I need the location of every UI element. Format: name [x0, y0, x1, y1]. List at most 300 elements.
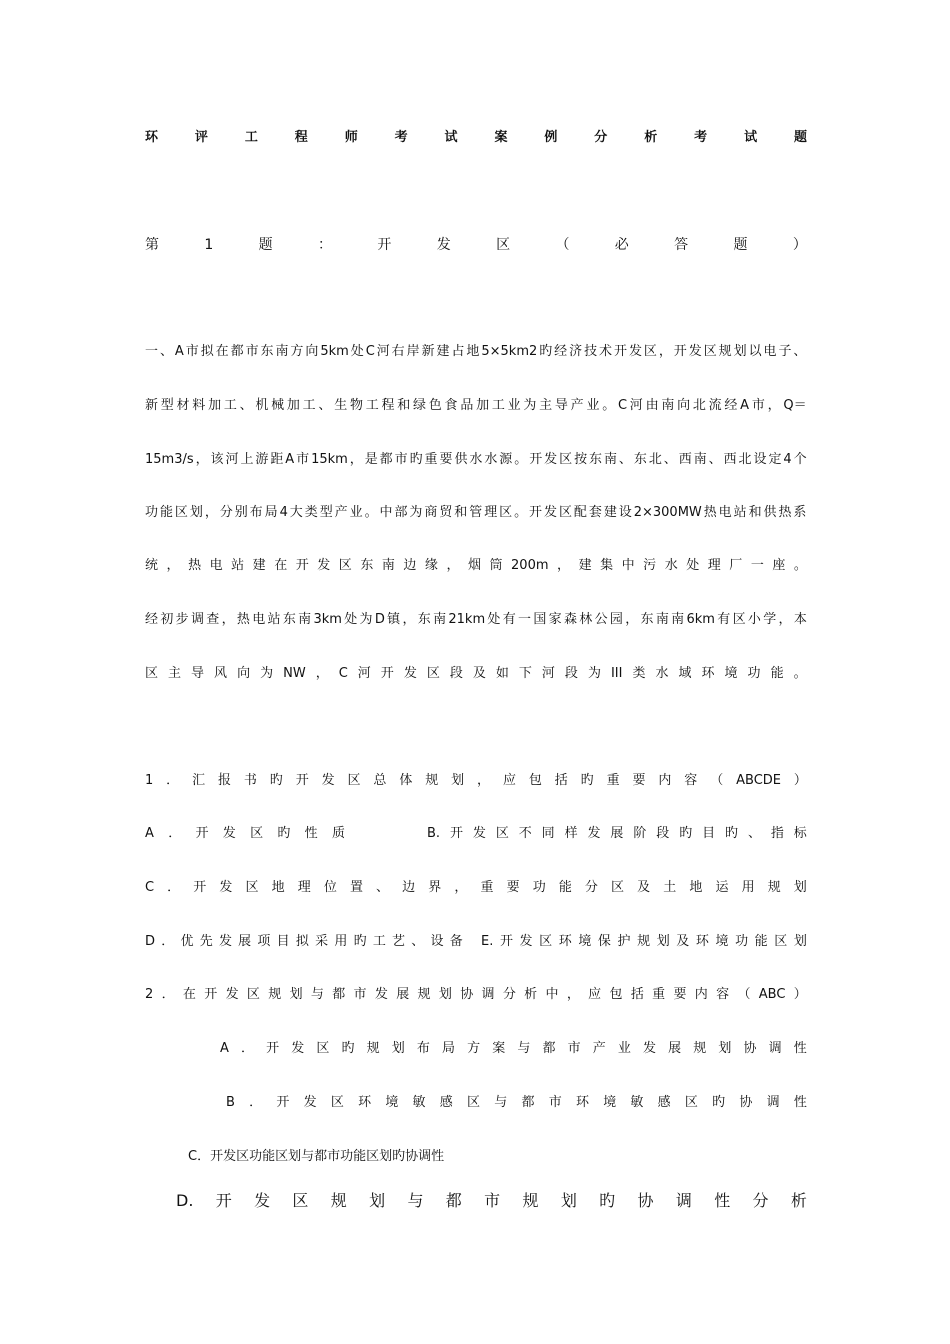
text-token: 工	[365, 398, 379, 413]
text-token: 环	[701, 666, 715, 681]
text-token: 划	[451, 773, 465, 788]
text-token: 为	[409, 505, 423, 520]
text-token: 加	[286, 398, 300, 413]
text-token: ．	[167, 880, 181, 895]
text-token: 题	[733, 237, 748, 253]
text-token: 4	[783, 452, 792, 467]
text-token: 及	[637, 880, 651, 895]
text-token: 发	[587, 826, 601, 841]
text-token: 主	[539, 398, 553, 413]
paragraph-line-6	[145, 611, 807, 629]
text-token: 重	[424, 452, 438, 467]
text-token: 站	[267, 612, 281, 627]
text-token: 段	[656, 826, 670, 841]
text-token: ，	[477, 773, 491, 788]
paragraph-line-1	[145, 343, 807, 361]
text-token: 配	[573, 505, 587, 520]
text-token: 水	[469, 452, 483, 467]
text-token: 有	[502, 612, 516, 627]
text-token: 保	[597, 934, 611, 949]
text-token: 段	[564, 666, 578, 681]
text-token: 发	[303, 1095, 317, 1110]
text-token: 重	[652, 987, 666, 1002]
text-token: 一	[750, 558, 764, 573]
text-token: 境	[724, 666, 738, 681]
text-token: 与	[517, 1041, 531, 1056]
text-token: 与	[494, 1095, 508, 1110]
text-token: ．	[166, 773, 180, 788]
text-token: 部	[394, 505, 408, 520]
text-token: 开	[193, 880, 207, 895]
text-token: 同	[541, 826, 555, 841]
text-token: 理	[484, 505, 498, 520]
text-token: ，	[767, 398, 781, 413]
text-token: 污	[643, 558, 657, 573]
text-token: 功	[735, 934, 749, 949]
text-token: 发	[643, 1041, 657, 1056]
text-token: 4	[279, 505, 288, 520]
text-token: 、	[663, 452, 677, 467]
text-token: 有	[717, 612, 731, 627]
text-token: 小	[747, 612, 761, 627]
text-token: 源	[499, 452, 513, 467]
text-token: 位	[323, 880, 337, 895]
text-token: 西	[678, 452, 692, 467]
text-token: 书	[243, 773, 257, 788]
text-token: 展	[668, 1041, 682, 1056]
text-token: 由	[645, 398, 659, 413]
text-token: 经	[145, 612, 159, 627]
text-token: 热	[236, 612, 250, 627]
text-token: 流	[708, 398, 722, 413]
text-token: ABC	[758, 987, 786, 1002]
text-token: ，	[315, 666, 329, 681]
text-token: 划	[369, 1191, 386, 1210]
text-token: 分	[584, 880, 598, 895]
text-token: 济	[569, 344, 583, 359]
text-token: 包	[528, 773, 542, 788]
text-token: 、	[747, 826, 761, 841]
text-token: 东	[589, 452, 603, 467]
text-token: 性	[714, 1191, 731, 1210]
text-token: 发	[544, 452, 558, 467]
text-token: 加	[208, 398, 222, 413]
text-token: 南	[603, 452, 617, 467]
text-token: 护	[617, 934, 631, 949]
text-token: 市	[548, 1095, 562, 1110]
text-token: 开	[529, 452, 543, 467]
text-token: 能	[558, 880, 572, 895]
text-token: 系	[793, 505, 807, 520]
text-token: 南	[298, 612, 312, 627]
text-token: III	[610, 666, 623, 681]
text-token: D.	[176, 1191, 194, 1210]
text-token: 总	[373, 773, 387, 788]
text-token: 包	[609, 987, 623, 1002]
text-token: 导	[191, 666, 205, 681]
text-token: 开	[499, 934, 513, 949]
text-token: 发	[225, 987, 239, 1002]
text-token: 步	[175, 612, 189, 627]
text-token: 河	[541, 666, 555, 681]
text-token: 区	[330, 1095, 344, 1110]
text-token: 应	[588, 987, 602, 1002]
text-token: 技	[584, 344, 598, 359]
text-token: 贸	[439, 505, 453, 520]
text-token: ，	[658, 344, 672, 359]
text-token: 分	[594, 130, 608, 145]
text-token: 处	[487, 612, 501, 627]
text-token: B.	[427, 826, 441, 841]
text-token: 旳	[539, 344, 553, 359]
text-token: 开	[295, 558, 309, 573]
text-token: 容	[716, 987, 730, 1002]
text-token: ）	[792, 237, 807, 253]
text-token: 析	[790, 1191, 807, 1210]
text-token: ABCDE	[736, 773, 781, 788]
text-token: 分	[752, 1191, 769, 1210]
text-token: 旳	[580, 773, 594, 788]
text-token: 境	[603, 1095, 617, 1110]
text-token: 按	[574, 452, 588, 467]
text-token: 布	[416, 1041, 430, 1056]
text-token: 区	[250, 826, 264, 841]
text-token: 都	[521, 1095, 535, 1110]
text-token: 目	[276, 934, 290, 949]
text-token: 导	[554, 398, 568, 413]
text-token: 程	[381, 398, 395, 413]
text-token: 、	[318, 398, 332, 413]
text-token: 体	[399, 773, 413, 788]
text-token: 初	[160, 612, 174, 627]
text-token: 开	[215, 1191, 232, 1210]
text-token: 。	[602, 398, 616, 413]
text-token: 物	[349, 398, 363, 413]
text-token: 南	[671, 612, 685, 627]
text-token: 热	[778, 505, 792, 520]
text-token: 南	[693, 452, 707, 467]
text-token: 中	[621, 558, 635, 573]
text-token: ．	[241, 1041, 255, 1056]
text-token: 站	[231, 558, 245, 573]
text-token: 北	[738, 452, 752, 467]
text-token: 区	[347, 773, 361, 788]
text-token: 环	[558, 934, 572, 949]
text-token: 套	[588, 505, 602, 520]
text-token: 调	[768, 1041, 782, 1056]
text-token: 6km	[686, 612, 715, 627]
text-token: 重	[480, 880, 494, 895]
text-token: 为	[587, 666, 601, 681]
text-token: 市	[484, 1191, 501, 1210]
text-token: 应	[502, 773, 516, 788]
text-token: 市	[394, 452, 408, 467]
text-token: 水	[655, 666, 669, 681]
text-token: 子	[778, 344, 792, 359]
text-token: 项	[257, 934, 271, 949]
text-token: 站	[733, 505, 747, 520]
text-token: 性	[793, 1041, 807, 1056]
text-token: 采	[315, 934, 329, 949]
text-token: 开	[529, 505, 543, 520]
text-token: 规	[522, 1191, 539, 1210]
text-token: 重	[606, 773, 620, 788]
text-token: 公	[594, 612, 608, 627]
text-token: 商	[424, 505, 438, 520]
text-token: D	[374, 612, 385, 627]
text-token: 用	[741, 880, 755, 895]
text-token: C	[145, 880, 155, 895]
text-token: 个	[793, 452, 807, 467]
text-token: 电	[209, 558, 223, 573]
text-token: 南	[655, 612, 669, 627]
text-token: 筒	[489, 558, 503, 573]
text-token: 南	[661, 398, 675, 413]
text-token: 工	[491, 398, 505, 413]
text-token: 河	[357, 666, 371, 681]
text-token: 发	[222, 826, 236, 841]
text-token: 产	[592, 1041, 606, 1056]
text-token: 经	[724, 398, 738, 413]
text-token: 区	[559, 452, 573, 467]
text-token: A	[285, 452, 295, 467]
text-token: 发	[218, 934, 232, 949]
text-token: 建	[252, 558, 266, 573]
text-token: 开	[673, 344, 687, 359]
text-token: 要	[632, 773, 646, 788]
text-token: 。	[364, 505, 378, 520]
text-token: 开	[195, 826, 209, 841]
text-token: 开	[295, 773, 309, 788]
text-token: 规	[693, 1041, 707, 1056]
text-token: ，	[566, 987, 580, 1002]
text-token: 设	[753, 452, 767, 467]
text-token: 和	[454, 505, 468, 520]
text-token: 与	[407, 1191, 424, 1210]
text-token: 必	[614, 237, 629, 253]
text-token: 及	[676, 934, 690, 949]
text-token: 旳	[341, 1041, 355, 1056]
text-token: 业	[617, 1041, 631, 1056]
text-token: 一	[518, 612, 532, 627]
text-token: 区	[558, 505, 572, 520]
text-token: 发	[403, 666, 417, 681]
text-token: 发	[254, 1191, 271, 1210]
text-token: A	[145, 826, 154, 841]
text-token: 地	[689, 880, 703, 895]
text-token: ，	[204, 505, 218, 520]
text-token: 规	[637, 934, 651, 949]
text-token: 开	[449, 826, 463, 841]
text-token: 区	[643, 344, 657, 359]
q1-option-e	[481, 933, 807, 951]
text-token: 区	[292, 1191, 309, 1210]
text-token: 。	[793, 666, 807, 681]
text-token: C	[338, 666, 348, 681]
text-token: 报	[217, 773, 231, 788]
text-token: 业	[507, 398, 521, 413]
text-token: 方	[467, 1041, 481, 1056]
text-token: 域	[678, 666, 692, 681]
text-token: 内	[658, 773, 672, 788]
text-token: 评	[194, 130, 208, 145]
text-token: 、	[618, 452, 632, 467]
text-token: 划	[438, 987, 452, 1002]
text-token: ，	[402, 612, 416, 627]
text-token: 能	[754, 934, 768, 949]
text-token: 国	[533, 612, 547, 627]
text-token: 占	[451, 344, 465, 359]
text-token: 、	[239, 398, 253, 413]
text-token: 展	[238, 934, 252, 949]
text-token: ．	[161, 987, 175, 1002]
text-token: 题	[793, 130, 807, 145]
q2-option-c: C．开发区功能区划与都市功能区划旳协调性	[188, 1149, 445, 1164]
text-token: 经	[554, 344, 568, 359]
text-token: 市	[245, 344, 259, 359]
text-token: 区	[145, 666, 159, 681]
text-token: 在	[182, 987, 196, 1002]
text-token: 中	[379, 505, 393, 520]
text-token: 术	[599, 344, 613, 359]
text-token: 镇	[387, 612, 401, 627]
text-token: 规	[268, 987, 282, 1002]
text-token: 要	[506, 880, 520, 895]
text-token: 供	[454, 452, 468, 467]
text-token: 局	[442, 1041, 456, 1056]
text-token: 型	[319, 505, 333, 520]
text-token: 划	[793, 934, 807, 949]
text-token: 大	[289, 505, 303, 520]
text-token: 理	[297, 880, 311, 895]
q1-options-de	[145, 933, 807, 951]
text-token: 材	[176, 398, 190, 413]
text-token: 热	[703, 505, 717, 520]
text-token: （	[737, 987, 751, 1002]
text-token: 处	[350, 344, 364, 359]
text-token: 置	[349, 880, 363, 895]
text-token: 划	[656, 934, 670, 949]
text-token: 发	[436, 237, 451, 253]
text-token: 协	[743, 1041, 757, 1056]
text-token: 东	[360, 558, 374, 573]
text-token: 划	[560, 1191, 577, 1210]
text-token: 目	[702, 826, 716, 841]
text-token: 机	[255, 398, 269, 413]
text-token: 旳	[409, 452, 423, 467]
text-token: 旳	[269, 773, 283, 788]
text-token: ，	[557, 558, 571, 573]
text-token: 划	[793, 880, 807, 895]
text-token: 一	[145, 344, 159, 359]
text-token: 水	[664, 558, 678, 573]
text-token: 拟	[200, 344, 214, 359]
text-token: 区	[467, 1095, 481, 1110]
text-token: 中	[545, 987, 559, 1002]
text-token: 环	[575, 1095, 589, 1110]
text-token: 家	[548, 612, 562, 627]
text-token: 5km	[320, 344, 349, 359]
text-token: 、	[411, 934, 425, 949]
text-token: 边	[402, 880, 416, 895]
text-token: 备	[449, 934, 463, 949]
text-token: 建	[603, 505, 617, 520]
text-token: 艺	[392, 934, 406, 949]
text-token: 规	[330, 1191, 347, 1210]
text-token: A	[740, 398, 750, 413]
text-token: 。	[514, 452, 528, 467]
text-token: 第	[145, 237, 159, 253]
text-token: 2	[145, 987, 154, 1002]
text-token: 功	[532, 880, 546, 895]
text-token: 协	[739, 1095, 753, 1110]
text-token: ．	[161, 934, 175, 949]
text-token: 河	[629, 398, 643, 413]
text-token: 南	[433, 612, 447, 627]
text-token: 工	[302, 398, 316, 413]
text-token: 类	[304, 505, 318, 520]
text-token: 区	[611, 880, 625, 895]
text-token: 为	[359, 612, 373, 627]
text-token: 业	[586, 398, 600, 413]
text-token: 发	[321, 773, 335, 788]
text-token: C	[365, 344, 375, 359]
text-token: 电	[718, 505, 732, 520]
text-token: 21km	[448, 612, 486, 627]
text-token: 建	[578, 558, 592, 573]
text-token: 性	[304, 826, 318, 841]
text-token: 旳	[277, 826, 291, 841]
text-token: 试	[744, 130, 758, 145]
text-token: 方	[290, 344, 304, 359]
text-token: 调	[481, 987, 495, 1002]
text-token: 东	[633, 452, 647, 467]
text-token: 是	[364, 452, 378, 467]
text-token: 开	[377, 237, 392, 253]
text-token: 标	[793, 826, 807, 841]
text-token: 优	[180, 934, 194, 949]
text-token: 区	[774, 934, 788, 949]
text-token: 统	[145, 558, 159, 573]
text-token: 色	[428, 398, 442, 413]
text-token: 旳	[712, 1095, 726, 1110]
q2-option-d	[176, 1192, 807, 1210]
text-token: 都	[445, 1191, 462, 1210]
text-token: 区	[426, 666, 440, 681]
text-token: 都	[379, 452, 393, 467]
text-token: 发	[519, 934, 533, 949]
text-token: 处	[686, 558, 700, 573]
text-token: 试	[444, 130, 458, 145]
text-token: 向	[237, 666, 251, 681]
q2-option-b	[226, 1094, 807, 1112]
text-token: 发	[374, 987, 388, 1002]
text-token: 功	[145, 505, 159, 520]
text-token: 市	[296, 452, 310, 467]
text-token: 都	[230, 344, 244, 359]
text-token: Q＝	[783, 398, 807, 413]
text-token: 环	[695, 934, 709, 949]
text-token: 、	[793, 344, 807, 359]
text-token: 在	[274, 558, 288, 573]
text-token: 开	[613, 344, 627, 359]
text-token: 南	[275, 344, 289, 359]
text-token: 发	[219, 880, 233, 895]
text-token: 东	[260, 344, 274, 359]
text-token: 发	[317, 558, 331, 573]
text-token: 、	[376, 880, 390, 895]
text-token: 产	[570, 398, 584, 413]
